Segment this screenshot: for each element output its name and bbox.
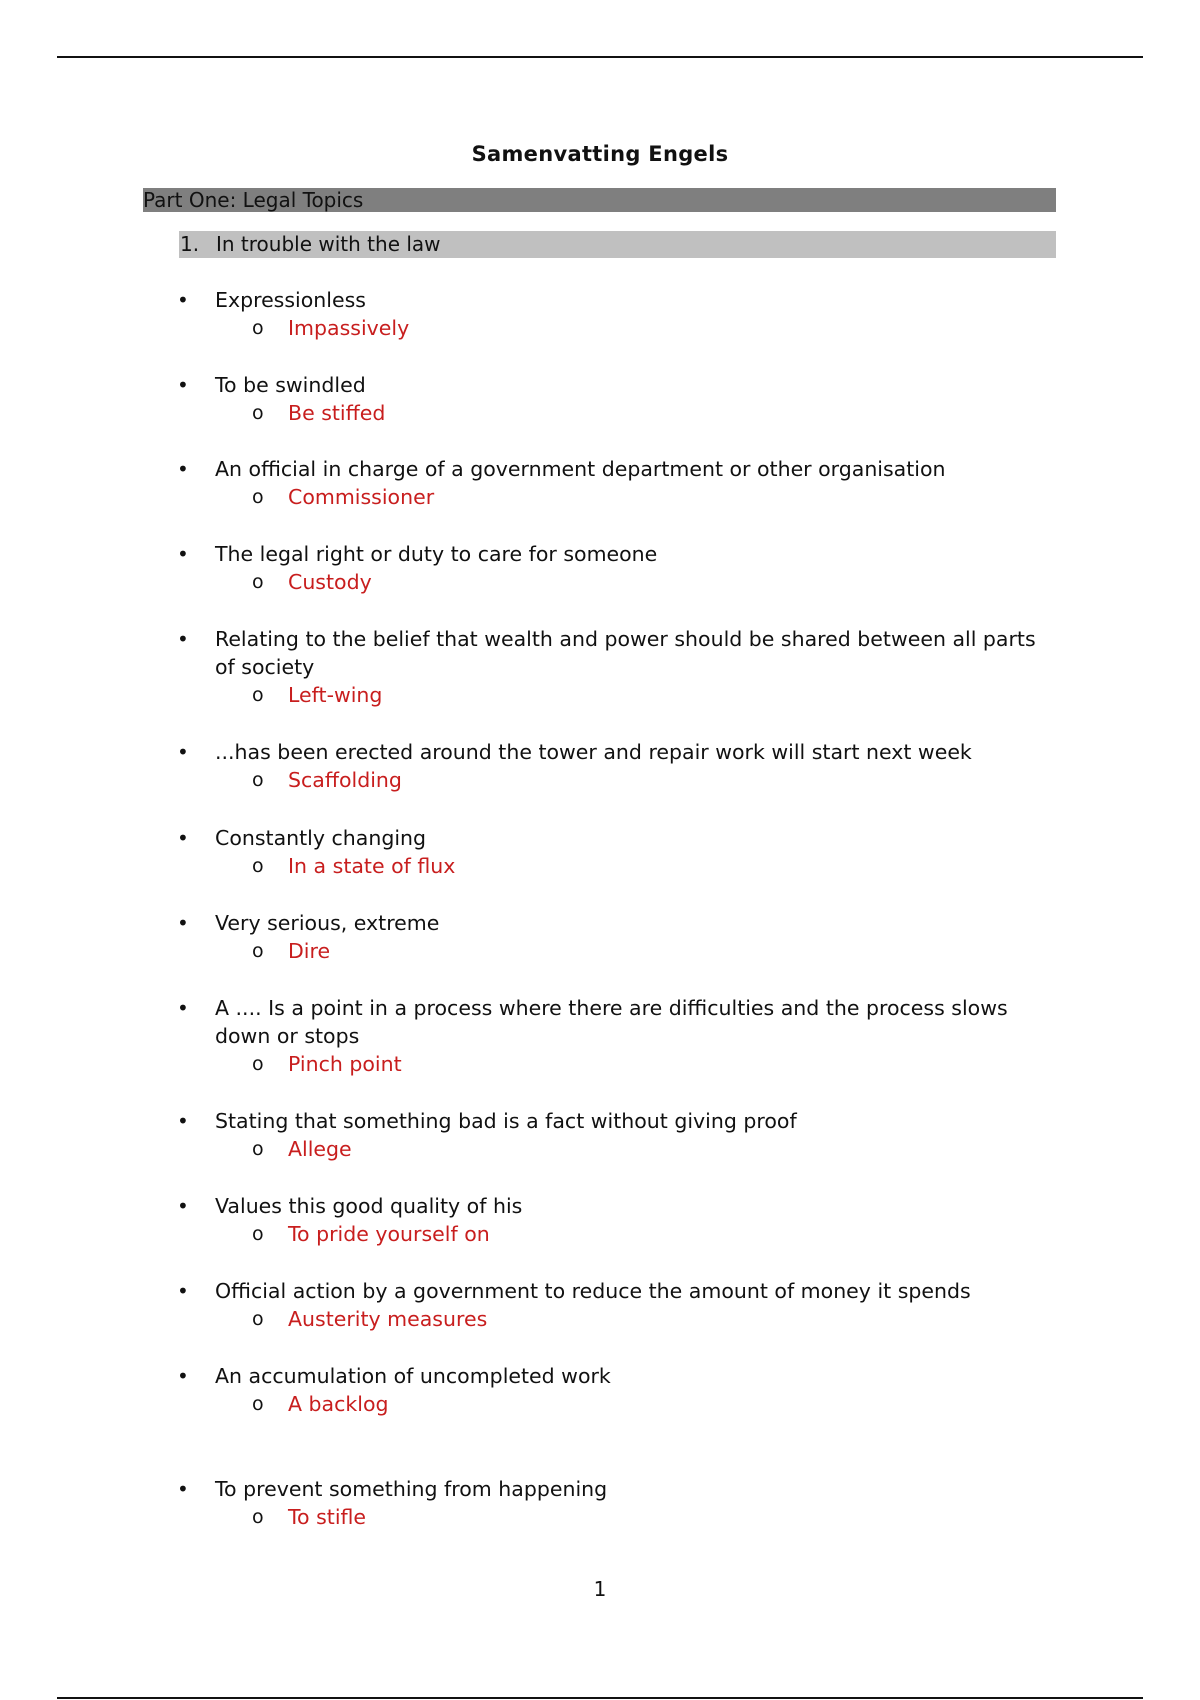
item-definition: An accumulation of uncompleted work [215,1364,611,1388]
sub-bullet-icon: o [252,855,264,877]
sub-bullet-icon: o [252,1223,264,1245]
sub-bullet-icon: o [252,1506,264,1528]
bullet-icon: • [177,740,189,764]
bullet-icon: • [177,627,189,651]
item-term: Dire [288,939,331,963]
item-definition: Official action by a government to reduce the amount of money it spends [215,1279,971,1303]
item-term: To stifle [288,1505,367,1529]
item-term: In a state of flux [288,854,456,878]
item-definition: To prevent something from happening [215,1477,608,1501]
item-definition: Expressionless [215,288,366,312]
list-item [177,455,1057,511]
sub-bullet-icon: o [252,1138,264,1160]
item-term: Scaffolding [288,768,402,792]
bullet-icon: • [177,288,189,312]
page-number: 1 [593,1577,607,1601]
sub-bullet-icon: o [252,1393,264,1415]
item-term: Austerity measures [288,1307,488,1331]
item-term: Be stiffed [288,401,386,425]
document-title: Samenvatting Engels [471,142,729,166]
item-term: Custody [288,570,372,594]
sub-bullet-icon: o [252,317,264,339]
bullet-icon: • [177,911,189,935]
sub-bullet-icon: o [252,571,264,593]
item-term: Impassively [288,316,410,340]
list-item [177,994,1057,1078]
item-term: Commissioner [288,485,435,509]
list-item [177,371,1057,427]
item-definition: ...has been erected around the tower and repair work will start next week [215,740,972,764]
bullet-icon: • [177,542,189,566]
list-item [177,1277,1057,1333]
list-item [177,909,1057,965]
list-item [177,286,1057,342]
list-item [177,1192,1057,1248]
bullet-icon: • [177,1477,189,1501]
item-term: Left-wing [288,683,383,707]
sub-bullet-icon: o [252,402,264,424]
item-term: Pinch point [288,1052,402,1076]
footer-rule [57,1697,1143,1699]
list-item [177,824,1057,880]
item-term: A backlog [288,1392,389,1416]
item-definition: A .... Is a point in a process where there are difficulties and the process slows down or stops [215,996,1008,1048]
item-term: Allege [288,1137,352,1161]
item-term: To pride yourself on [288,1222,490,1246]
list-item [177,625,1057,709]
list-item [177,540,1057,596]
list-item [177,738,1057,794]
item-definition: An official in charge of a government department or other organisation [215,457,946,481]
sub-bullet-icon: o [252,940,264,962]
sub-bullet-icon: o [252,486,264,508]
part-heading: Part One: Legal Topics [143,188,1056,212]
item-definition: The legal right or duty to care for someone [215,542,658,566]
list-item [177,1475,1057,1531]
sub-bullet-icon: o [252,684,264,706]
bullet-icon: • [177,1194,189,1218]
list-item [177,1107,1057,1163]
item-definition: To be swindled [215,373,366,397]
bullet-icon: • [177,826,189,850]
sub-bullet-icon: o [252,1053,264,1075]
item-definition: Relating to the belief that wealth and power should be shared between all parts of society [215,627,1036,679]
section-number: 1. [180,232,200,256]
sub-bullet-icon: o [252,769,264,791]
list-item [177,1362,1057,1418]
item-definition: Stating that something bad is a fact without giving proof [215,1109,797,1133]
bullet-icon: • [177,373,189,397]
bullet-icon: • [177,1364,189,1388]
sub-bullet-icon: o [252,1308,264,1330]
item-definition: Very serious, extreme [215,911,440,935]
bullet-icon: • [177,1279,189,1303]
item-definition: Values this good quality of his [215,1194,523,1218]
bullet-icon: • [177,1109,189,1133]
item-definition: Constantly changing [215,826,427,850]
bullet-icon: • [177,996,189,1020]
section-title: In trouble with the law [216,232,441,256]
bullet-icon: • [177,457,189,481]
